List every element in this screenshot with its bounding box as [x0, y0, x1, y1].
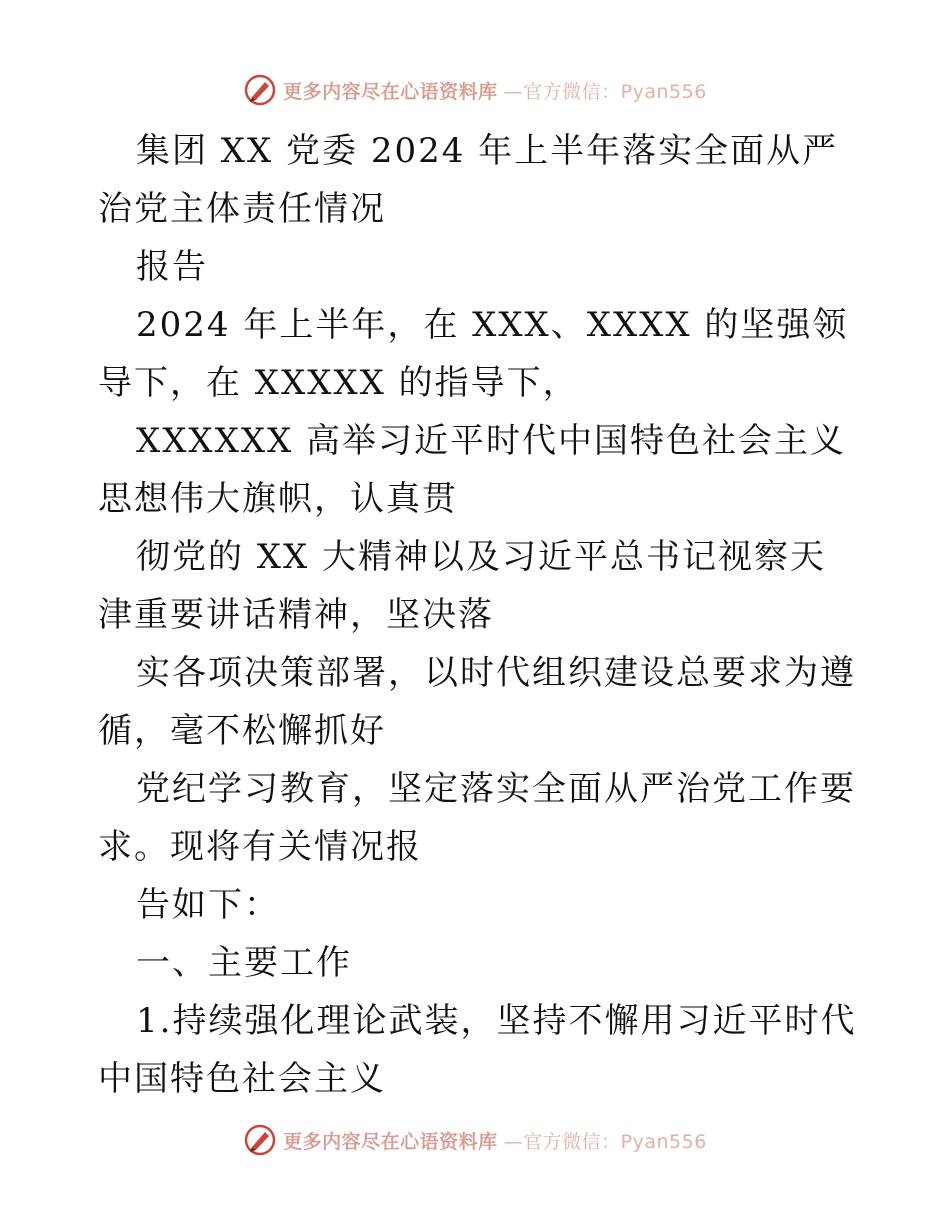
footer-watermark	[0, 1120, 950, 1160]
paragraph-item-1: 1.持续强化理论武装，坚持不懈用习近平时代中国特色社会主义	[98, 1001, 857, 1099]
paragraph-report-below: 告如下：	[136, 885, 280, 925]
watermark-group	[243, 1123, 707, 1157]
header-watermark	[0, 70, 950, 110]
paragraph-report: 报告	[136, 247, 208, 287]
pen-logo-icon	[243, 73, 277, 107]
section-heading-main-work: 一、主要工作	[136, 943, 352, 983]
watermark-sub-text: —官方微信：Pyan556	[503, 80, 707, 103]
pen-logo-icon	[243, 1123, 277, 1157]
paragraph-discipline: 党纪学习教育，坚定落实全面从严治党工作要求。现将有关情况报	[98, 769, 856, 867]
watermark-main-text: 更多内容尽在心语资料库	[283, 1130, 498, 1153]
watermark-sub-text: —官方微信：Pyan556	[503, 1130, 707, 1153]
document-body	[98, 122, 858, 1108]
paragraph-deployment: 实各项决策部署，以时代组织建设总要求为遵循，毫不松懈抓好	[98, 653, 856, 751]
watermark-main-text: 更多内容尽在心语资料库	[283, 80, 498, 103]
paragraph-spirit: 彻党的 XX 大精神以及习近平总书记视察天津重要讲话精神，坚决落	[98, 537, 827, 635]
paragraph-intro: 2024 年上半年，在 XXX、XXXX 的坚强领导下，在 XXXXX 的指导下，	[98, 305, 849, 403]
paragraph-ideology: XXXXXX 高举习近平时代中国特色社会主义思想伟大旗帜，认真贯	[98, 421, 847, 519]
paragraph-title: 集团 XX 党委 2024 年上半年落实全面从严治党主体责任情况	[98, 131, 839, 229]
watermark-group	[243, 73, 707, 107]
